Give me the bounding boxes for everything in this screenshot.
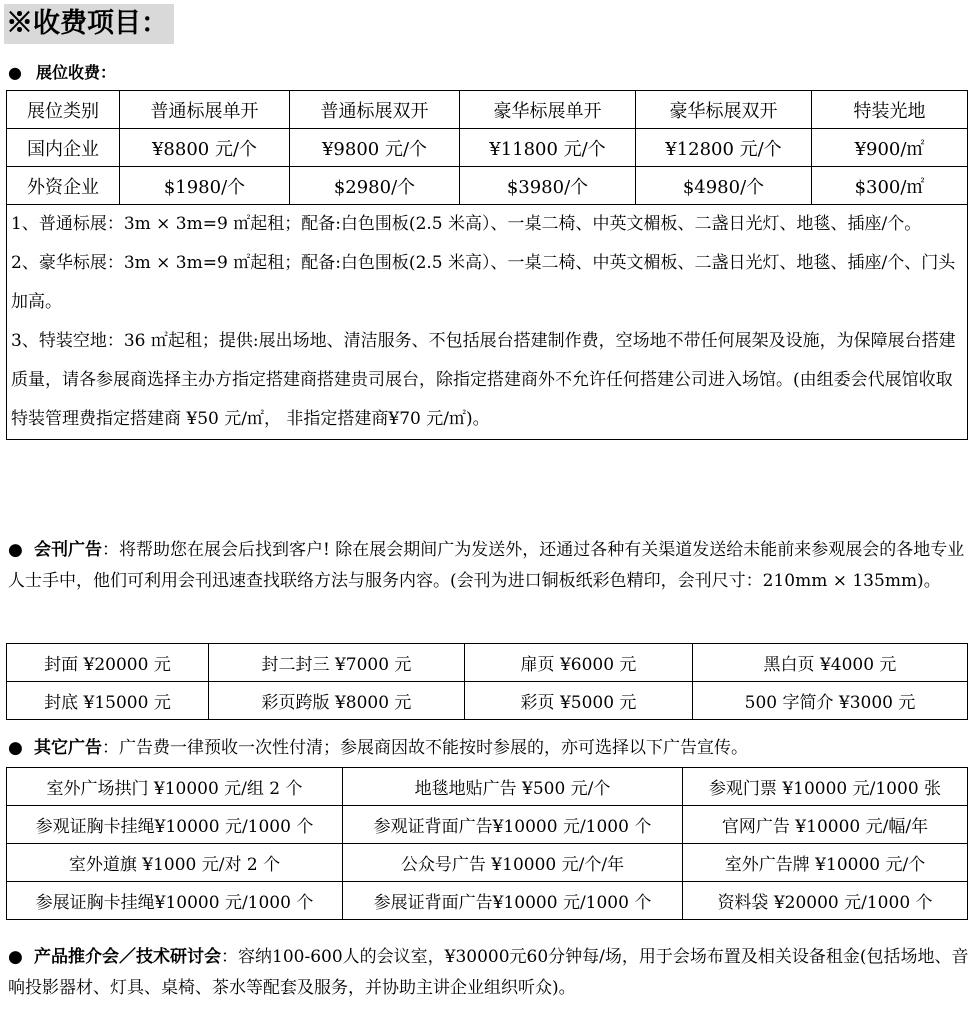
table-cell: 参观门票 ¥10000 元/1000 张: [683, 768, 968, 806]
journal-lead: 会刊广告: [34, 540, 102, 560]
table-row: [7, 129, 968, 167]
table-cell: 彩页 ¥5000 元: [465, 682, 693, 720]
section-title: ※收费项目：: [4, 4, 174, 44]
journal-text: ：将帮助您在展会后找到客户! 除在展会期间广为发送外，还通过各种有关渠道发送给未能前来参观展会的各地专业人士手中，他们可利用会刊迅速查找联络方法与服务内容。(会刊为进口铜板纸彩色精印，会刊尺寸：210mm × 135mm)。: [8, 540, 965, 591]
table-cell: 室外道旗 ¥1000 元/对 2 个: [7, 844, 343, 882]
table-cell: ¥12800 元/个: [636, 129, 812, 167]
table-header-cell: 普通标展单开: [120, 91, 290, 129]
booth-note: 2、豪华标展：3m × 3m=9 ㎡起租；配备:白色围板(2.5 米高）、一桌二椅、中英文楣板、二盏日光灯、地毯、插座/个、门头加高。: [11, 253, 956, 312]
table-row: [7, 844, 968, 882]
table-cell: $3980/个: [460, 167, 636, 205]
table-cell: 地毯地贴广告 ¥500 元/个: [343, 768, 683, 806]
table-cell: 外资企业: [7, 167, 120, 205]
booth-fee-table: [6, 90, 968, 440]
table-cell: ¥8800 元/个: [120, 129, 290, 167]
table-row: [7, 167, 968, 205]
seminar-paragraph: [8, 942, 970, 1004]
bullet-icon: ●: [8, 947, 23, 967]
table-cell: 黑白页 ¥4000 元: [693, 644, 968, 682]
table-cell: 室外广告牌 ¥10000 元/个: [683, 844, 968, 882]
table-cell: 封面 ¥20000 元: [7, 644, 209, 682]
journal-paragraph: [8, 535, 970, 597]
table-row: [7, 882, 968, 920]
table-cell: ¥11800 元/个: [460, 129, 636, 167]
notes-row: [7, 205, 968, 440]
table-header-row: [7, 91, 968, 129]
table-cell: 彩页跨版 ¥8000 元: [209, 682, 465, 720]
table-cell: ¥9800 元/个: [290, 129, 460, 167]
table-cell: 参观证背面广告¥10000 元/1000 个: [343, 806, 683, 844]
booth-notes: [7, 205, 968, 440]
table-cell: 国内企业: [7, 129, 120, 167]
table-row: [7, 768, 968, 806]
table-cell: $1980/个: [120, 167, 290, 205]
table-cell: 参展证背面广告¥10000 元/1000 个: [343, 882, 683, 920]
other-ads-lead: 其它广告: [34, 738, 102, 758]
table-cell: 官网广告 ¥10000 元/幅/年: [683, 806, 968, 844]
bullet-icon: ●: [8, 738, 23, 758]
table-cell: 资料袋 ¥20000 元/1000 个: [683, 882, 968, 920]
table-cell: 封二封三 ¥7000 元: [209, 644, 465, 682]
table-cell: ¥900/㎡: [812, 129, 968, 167]
other-ads-table: [6, 767, 968, 920]
table-header-cell: 特装光地: [812, 91, 968, 129]
table-cell: 公众号广告 ¥10000 元/个/年: [343, 844, 683, 882]
seminar-lead: 产品推介会／技术研讨会: [34, 947, 221, 967]
table-header-cell: 豪华标展单开: [460, 91, 636, 129]
other-ads-paragraph: [8, 733, 970, 764]
table-cell: 扉页 ¥6000 元: [465, 644, 693, 682]
other-ads-text: ：广告费一律预收一次性付清；参展商因故不能按时参展的，亦可选择以下广告宣传。: [102, 738, 748, 758]
booth-note: 1、普通标展：3m × 3m=9 ㎡起租；配备:白色围板(2.5 米高）、一桌二椅、中英文楣板、二盏日光灯、地毯、插座/个。: [11, 214, 922, 234]
table-cell: $300/㎡: [812, 167, 968, 205]
booth-note: 3、特装空地：36 ㎡起租；提供:展出场地、清洁服务、不包括展台搭建制作费，空场地不带任何展架及设施，为保障展台搭建质量，请各参展商选择主办方指定搭建商搭建贵司展台，除指定搭建商外不允许任何搭建公司进入场馆。(由组委会代展馆收取特装管理费指定搭建商 ¥50 元/㎡， 非指定搭建商¥70 元/㎡)。: [11, 331, 956, 429]
seminar-text: ：容纳100-600人的会议室，¥30000元60分钟每/场，用于会场布置及相关设备租金(包括场地、音响投影器材、灯具、桌椅、茶水等配套及服务，并协助主讲企业组织听众)。: [8, 947, 969, 998]
table-header-cell: 豪华标展双开: [636, 91, 812, 129]
booth-heading: ● 展位收费：: [8, 63, 117, 82]
table-cell: 封底 ¥15000 元: [7, 682, 209, 720]
table-cell: $2980/个: [290, 167, 460, 205]
bullet-icon: ●: [8, 63, 22, 82]
table-header-cell: 普通标展双开: [290, 91, 460, 129]
table-cell: 室外广场拱门 ¥10000 元/组 2 个: [7, 768, 343, 806]
table-row: [7, 806, 968, 844]
table-cell: 500 字简介 ¥3000 元: [693, 682, 968, 720]
table-row: [7, 644, 968, 682]
table-header-cell: 展位类别: [7, 91, 120, 129]
table-cell: $4980/个: [636, 167, 812, 205]
table-row: [7, 682, 968, 720]
journal-ad-table: [6, 643, 968, 720]
table-cell: 参展证胸卡挂绳¥10000 元/1000 个: [7, 882, 343, 920]
bullet-icon: ●: [8, 540, 23, 560]
table-cell: 参观证胸卡挂绳¥10000 元/1000 个: [7, 806, 343, 844]
